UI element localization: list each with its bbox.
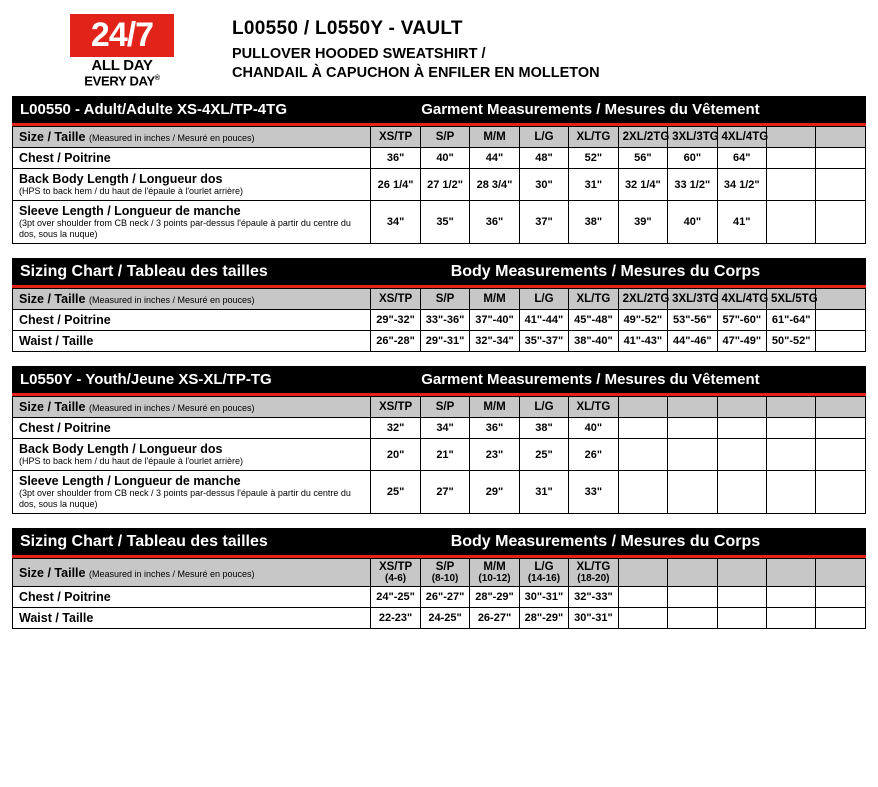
measurement-value: 41"-44" bbox=[519, 310, 568, 331]
measurement-value bbox=[766, 608, 815, 629]
measurement-note: (3pt over shoulder from CB neck / 3 points par-dessus l'épaule à partir du centre du dos, sous la nuque) bbox=[19, 488, 351, 510]
size-table bbox=[12, 288, 866, 352]
measurement-value: 64" bbox=[717, 148, 766, 169]
measurement-value: 60" bbox=[668, 148, 717, 169]
measurement-value: 22-23" bbox=[371, 608, 420, 629]
size-column-header bbox=[371, 289, 420, 310]
measurement-value bbox=[816, 587, 866, 608]
size-column-header bbox=[618, 289, 670, 310]
measurement-value: 41" bbox=[717, 201, 766, 244]
measurement-value: 26"-27" bbox=[420, 587, 469, 608]
size-label-cell bbox=[13, 397, 371, 418]
measurement-label: Chest / Poitrine bbox=[19, 421, 111, 436]
measurement-label: Chest / Poitrine bbox=[19, 313, 111, 328]
size-column-header bbox=[618, 397, 667, 418]
size-name: XL/TG bbox=[576, 401, 611, 414]
measurement-value: 24-25" bbox=[420, 608, 469, 629]
measurement-value: 30"-31" bbox=[569, 608, 618, 629]
size-column-header bbox=[470, 289, 519, 310]
size-column-header bbox=[420, 397, 469, 418]
measurement-value: 33" bbox=[569, 471, 618, 514]
measurement-value: 26" bbox=[569, 439, 618, 471]
measurement-value: 52" bbox=[569, 148, 618, 169]
size-name: XL/TG bbox=[576, 131, 611, 144]
measurement-value bbox=[668, 418, 717, 439]
size-label-cell bbox=[13, 289, 371, 310]
measurement-value: 61"-64" bbox=[766, 310, 815, 331]
measurement-value bbox=[816, 148, 866, 169]
size-age-range: (18-20) bbox=[577, 573, 610, 585]
measurement-value: 38"-40" bbox=[569, 331, 618, 352]
measurement-value: 21" bbox=[420, 439, 469, 471]
size-column-header bbox=[519, 289, 568, 310]
size-column-header bbox=[766, 397, 815, 418]
size-column-header bbox=[569, 127, 618, 148]
size-column-header bbox=[569, 289, 618, 310]
measurement-value: 40" bbox=[569, 418, 618, 439]
document-header bbox=[12, 0, 866, 96]
measurement-value: 25" bbox=[519, 439, 568, 471]
size-name: M/M bbox=[483, 401, 506, 414]
logo-24-7-text: 24/7 bbox=[70, 14, 174, 57]
measurement-value: 25" bbox=[371, 471, 420, 514]
measurement-value bbox=[766, 418, 815, 439]
measurement-value: 40" bbox=[668, 201, 717, 244]
measurement-value bbox=[816, 201, 866, 244]
size-name: XL/TG bbox=[576, 561, 611, 574]
measurement-label: Back Body Length / Longueur dos bbox=[19, 442, 223, 457]
registered-mark-icon: ® bbox=[154, 75, 160, 82]
measurement-value: 20" bbox=[371, 439, 420, 471]
measurement-value bbox=[717, 608, 766, 629]
size-table bbox=[12, 126, 866, 244]
measurement-value: 34" bbox=[420, 418, 469, 439]
table-band bbox=[12, 366, 866, 396]
measurement-note: (3pt over shoulder from CB neck / 3 points par-dessus l'épaule à partir du centre du dos, sous la nuque) bbox=[19, 218, 351, 240]
table-row bbox=[13, 169, 866, 201]
size-column-header bbox=[519, 559, 568, 587]
size-column-header bbox=[371, 559, 420, 587]
size-name: L/G bbox=[534, 401, 554, 414]
size-column-header bbox=[420, 559, 469, 587]
size-column-header bbox=[371, 397, 420, 418]
measurement-label-cell bbox=[13, 331, 371, 352]
size-name: 4XL/4TG bbox=[721, 131, 769, 144]
size-column-header bbox=[470, 559, 519, 587]
measurement-value bbox=[816, 439, 866, 471]
measurement-value: 33 1/2" bbox=[668, 169, 717, 201]
size-table bbox=[12, 396, 866, 514]
measurement-value: 48" bbox=[519, 148, 568, 169]
size-name: 3XL/3TG bbox=[672, 293, 719, 306]
size-name: L/G bbox=[534, 131, 554, 144]
measurement-value: 26 1/4" bbox=[371, 169, 420, 201]
size-column-header bbox=[618, 559, 667, 587]
size-name: S/P bbox=[435, 293, 455, 306]
measurement-label: Waist / Taille bbox=[19, 334, 94, 349]
measurement-value bbox=[618, 608, 667, 629]
measurement-value: 24"-25" bbox=[371, 587, 420, 608]
measurement-value bbox=[618, 471, 667, 514]
band-title-left: Sizing Chart / Tableau des tailles bbox=[20, 532, 268, 550]
measurement-value: 50"-52" bbox=[766, 331, 815, 352]
size-column-header bbox=[420, 289, 469, 310]
measurement-value: 26-27" bbox=[470, 608, 519, 629]
measurement-value: 37" bbox=[519, 201, 568, 244]
measurement-value: 56" bbox=[618, 148, 667, 169]
measurement-value: 32"-34" bbox=[470, 331, 519, 352]
measurement-value: 38" bbox=[519, 418, 568, 439]
measurement-value: 39" bbox=[618, 201, 667, 244]
measurement-label: Sleeve Length / Longueur de manche bbox=[19, 474, 241, 489]
measurement-label-cell bbox=[13, 471, 371, 514]
measurement-value: 26"-28" bbox=[371, 331, 420, 352]
measurement-value bbox=[668, 471, 717, 514]
measurement-value: 44" bbox=[470, 148, 519, 169]
measurement-label-cell bbox=[13, 201, 371, 244]
size-column-header bbox=[717, 127, 769, 148]
measurement-value bbox=[668, 439, 717, 471]
size-column-header bbox=[668, 289, 717, 310]
measurement-value bbox=[766, 148, 815, 169]
table-header-row bbox=[13, 127, 866, 148]
measurement-label-cell bbox=[13, 310, 371, 331]
measurement-value: 49"-52" bbox=[618, 310, 667, 331]
measurement-value: 27" bbox=[420, 471, 469, 514]
measurement-value: 53"-56" bbox=[668, 310, 717, 331]
measurement-value: 32 1/4" bbox=[618, 169, 667, 201]
table-row bbox=[13, 439, 866, 471]
size-column-header bbox=[668, 397, 717, 418]
size-label-cell bbox=[13, 559, 371, 587]
table-row bbox=[13, 331, 866, 352]
size-note: (Measured in inches / Mesuré en pouces) bbox=[88, 568, 255, 579]
measurement-label-cell bbox=[13, 418, 371, 439]
size-column-header bbox=[717, 559, 766, 587]
measurement-value: 36" bbox=[470, 201, 519, 244]
size-column-header bbox=[717, 289, 769, 310]
size-column-header bbox=[668, 559, 717, 587]
measurement-value: 28 3/4" bbox=[470, 169, 519, 201]
measurement-value: 31" bbox=[569, 169, 618, 201]
measurement-value bbox=[717, 587, 766, 608]
size-table-block bbox=[12, 258, 866, 352]
measurement-value: 23" bbox=[470, 439, 519, 471]
measurement-note: (HPS to back hem / du haut de l'épaule à l'ourlet arrière) bbox=[19, 186, 244, 197]
measurement-value: 44"-46" bbox=[668, 331, 717, 352]
band-title-left: L00550 - Adult/Adulte XS-4XL/TP-4TG bbox=[20, 101, 287, 119]
size-name: XS/TP bbox=[378, 561, 413, 574]
size-name: 5XL/5TG bbox=[770, 293, 818, 306]
measurement-label-cell bbox=[13, 169, 371, 201]
size-column-header bbox=[816, 289, 866, 310]
band-title-left: Sizing Chart / Tableau des tailles bbox=[20, 262, 268, 280]
size-label: Size / Taille bbox=[19, 565, 86, 580]
measurement-value: 36" bbox=[470, 418, 519, 439]
size-column-header bbox=[668, 127, 717, 148]
band-title-right: Body Measurements / Mesures du Corps bbox=[450, 532, 761, 550]
size-column-header bbox=[717, 397, 766, 418]
table-header-row bbox=[13, 559, 866, 587]
measurement-value bbox=[717, 418, 766, 439]
measurement-value bbox=[816, 471, 866, 514]
size-name: XS/TP bbox=[378, 293, 413, 306]
table-row bbox=[13, 608, 866, 629]
measurement-value: 36" bbox=[371, 148, 420, 169]
table-band bbox=[12, 96, 866, 126]
measurement-value bbox=[816, 169, 866, 201]
measurement-label-cell bbox=[13, 439, 371, 471]
measurement-value: 38" bbox=[569, 201, 618, 244]
measurement-value: 29" bbox=[470, 471, 519, 514]
measurement-value bbox=[618, 418, 667, 439]
title-block bbox=[232, 10, 600, 83]
measurement-value: 30"-31" bbox=[519, 587, 568, 608]
table-row bbox=[13, 148, 866, 169]
measurement-value bbox=[816, 331, 866, 352]
size-name: M/M bbox=[483, 131, 506, 144]
measurement-value bbox=[618, 587, 667, 608]
measurement-value: 35" bbox=[420, 201, 469, 244]
size-note: (Measured in inches / Mesuré en pouces) bbox=[88, 403, 255, 414]
size-name: XS/TP bbox=[378, 131, 413, 144]
page-title: L00550 / L0550Y - VAULT bbox=[232, 18, 463, 39]
size-column-header bbox=[766, 289, 818, 310]
band-title-right: Garment Measurements / Mesures du Vêtement bbox=[421, 101, 760, 119]
measurement-value bbox=[816, 310, 866, 331]
measurement-note: (HPS to back hem / du haut de l'épaule à l'ourlet arrière) bbox=[19, 456, 244, 467]
measurement-value: 28"-29" bbox=[470, 587, 519, 608]
band-title-left: L0550Y - Youth/Jeune XS-XL/TP-TG bbox=[20, 371, 272, 389]
measurement-value bbox=[816, 608, 866, 629]
measurement-label-cell bbox=[13, 148, 371, 169]
size-age-range: (8-10) bbox=[431, 573, 459, 585]
size-column-header bbox=[470, 127, 519, 148]
size-name: L/G bbox=[534, 293, 554, 306]
size-age-range: (10-12) bbox=[478, 573, 511, 585]
size-column-header bbox=[816, 127, 866, 148]
page-subtitle-line1: PULLOVER HOODED SWEATSHIRT / bbox=[232, 46, 486, 62]
measurement-value: 35"-37" bbox=[519, 331, 568, 352]
measurement-value: 57"-60" bbox=[717, 310, 766, 331]
table-header-row bbox=[13, 397, 866, 418]
table-row bbox=[13, 201, 866, 244]
measurement-value: 32"-33" bbox=[569, 587, 618, 608]
size-column-header bbox=[766, 559, 815, 587]
size-name: S/P bbox=[435, 561, 455, 574]
size-name: XL/TG bbox=[576, 293, 611, 306]
logo-tagline-line2: EVERY DAY® bbox=[84, 73, 160, 89]
table-row bbox=[13, 418, 866, 439]
table-row bbox=[13, 471, 866, 514]
table-band bbox=[12, 528, 866, 558]
size-column-header bbox=[470, 397, 519, 418]
table-band bbox=[12, 258, 866, 288]
size-label: Size / Taille bbox=[19, 292, 86, 307]
size-label: Size / Taille bbox=[19, 400, 86, 415]
size-column-header bbox=[519, 127, 568, 148]
measurement-value bbox=[668, 587, 717, 608]
measurement-value bbox=[766, 439, 815, 471]
measurement-label: Back Body Length / Longueur dos bbox=[19, 172, 223, 187]
size-table-block bbox=[12, 528, 866, 629]
measurement-value: 31" bbox=[519, 471, 568, 514]
measurement-value bbox=[766, 471, 815, 514]
size-name: 2XL/2TG bbox=[622, 293, 670, 306]
measurement-value bbox=[816, 418, 866, 439]
size-note: (Measured in inches / Mesuré en pouces) bbox=[88, 133, 255, 144]
size-column-header bbox=[420, 127, 469, 148]
measurement-value: 29"-31" bbox=[420, 331, 469, 352]
size-note: (Measured in inches / Mesuré en pouces) bbox=[88, 295, 255, 306]
measurement-value bbox=[766, 169, 815, 201]
size-name: 4XL/4TG bbox=[721, 293, 769, 306]
tables-container bbox=[12, 96, 866, 629]
size-label: Size / Taille bbox=[19, 130, 86, 145]
size-table-block bbox=[12, 96, 866, 244]
measurement-label-cell bbox=[13, 587, 371, 608]
measurement-value bbox=[717, 439, 766, 471]
table-row bbox=[13, 587, 866, 608]
measurement-value bbox=[668, 608, 717, 629]
page-subtitle-line2: CHANDAIL À CAPUCHON À ENFILER EN MOLLETON bbox=[232, 65, 600, 81]
brand-logo bbox=[12, 10, 232, 90]
measurement-value: 32" bbox=[371, 418, 420, 439]
table-header-row bbox=[13, 289, 866, 310]
size-column-header bbox=[618, 127, 670, 148]
measurement-value: 28"-29" bbox=[519, 608, 568, 629]
size-name: 2XL/2TG bbox=[622, 131, 670, 144]
logo-tagline bbox=[70, 57, 174, 90]
measurement-value: 40" bbox=[420, 148, 469, 169]
size-name: 3XL/3TG bbox=[672, 131, 719, 144]
measurement-value bbox=[717, 471, 766, 514]
band-title-right: Garment Measurements / Mesures du Vêtement bbox=[421, 371, 760, 389]
size-column-header bbox=[569, 397, 618, 418]
logo-tagline-line1: ALL DAY bbox=[91, 57, 153, 74]
measurement-value: 29"-32" bbox=[371, 310, 420, 331]
measurement-value: 34" bbox=[371, 201, 420, 244]
measurement-value: 41"-43" bbox=[618, 331, 667, 352]
size-column-header bbox=[766, 127, 815, 148]
measurement-value: 30" bbox=[519, 169, 568, 201]
table-row bbox=[13, 310, 866, 331]
size-age-range: (4-6) bbox=[385, 573, 407, 585]
measurement-value: 45"-48" bbox=[569, 310, 618, 331]
measurement-label: Waist / Taille bbox=[19, 611, 94, 626]
measurement-label: Chest / Poitrine bbox=[19, 151, 111, 166]
size-column-header bbox=[371, 127, 420, 148]
size-column-header bbox=[519, 397, 568, 418]
measurement-value: 37"-40" bbox=[470, 310, 519, 331]
size-name: S/P bbox=[435, 131, 455, 144]
measurement-value bbox=[766, 587, 815, 608]
size-table bbox=[12, 558, 866, 629]
measurement-value bbox=[618, 439, 667, 471]
measurement-label: Sleeve Length / Longueur de manche bbox=[19, 204, 241, 219]
size-name: S/P bbox=[435, 401, 455, 414]
size-label-cell bbox=[13, 127, 371, 148]
size-name: XS/TP bbox=[378, 401, 413, 414]
size-name: M/M bbox=[483, 561, 506, 574]
measurement-label-cell bbox=[13, 608, 371, 629]
band-title-right: Body Measurements / Mesures du Corps bbox=[450, 262, 761, 280]
measurement-value bbox=[766, 201, 815, 244]
size-table-block bbox=[12, 366, 866, 514]
measurement-value: 27 1/2" bbox=[420, 169, 469, 201]
measurement-value: 34 1/2" bbox=[717, 169, 766, 201]
size-column-header bbox=[569, 559, 618, 587]
size-age-range: (14-16) bbox=[527, 573, 561, 585]
measurement-value: 47"-49" bbox=[717, 331, 766, 352]
size-name: L/G bbox=[534, 561, 554, 574]
size-column-header bbox=[816, 397, 866, 418]
size-name: M/M bbox=[483, 293, 506, 306]
size-column-header bbox=[816, 559, 866, 587]
measurement-value: 33"-36" bbox=[420, 310, 469, 331]
measurement-label: Chest / Poitrine bbox=[19, 590, 111, 605]
